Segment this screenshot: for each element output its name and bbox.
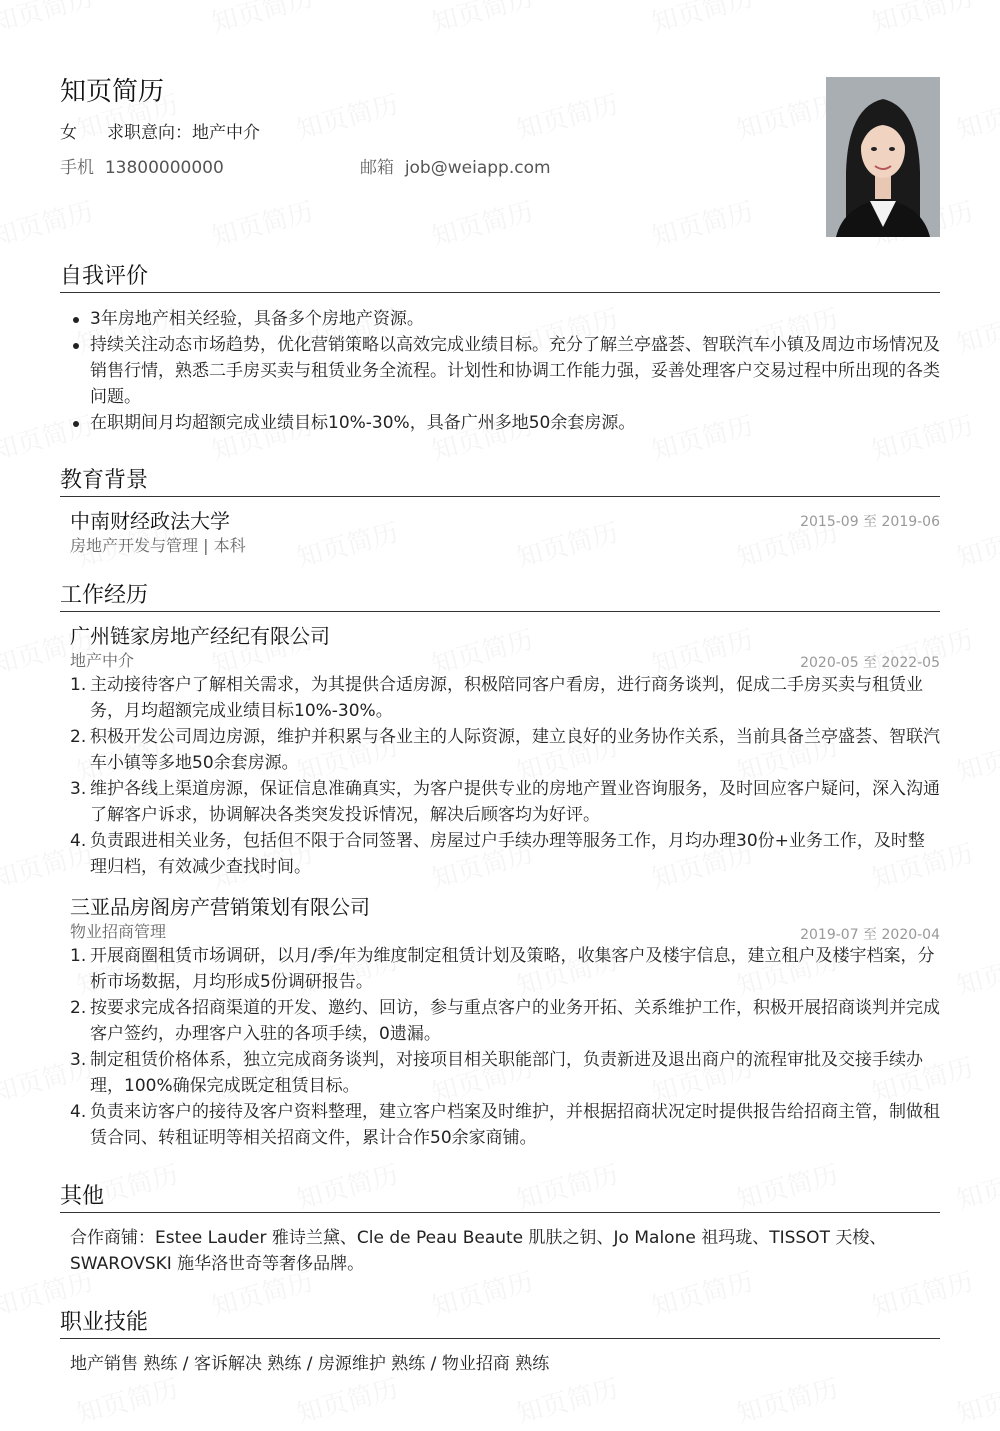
watermark-text — [952, 84, 1000, 147]
list-item — [70, 995, 940, 1047]
education-date: 2015-09 至 2019-06 — [800, 514, 940, 530]
watermark-text — [292, 512, 402, 575]
watermark-text — [0, 191, 97, 254]
list-item — [70, 1047, 940, 1099]
job-duties-list — [70, 943, 940, 1151]
watermark-text — [732, 1368, 842, 1431]
watermark-text — [647, 0, 757, 40]
company-name: 广州链家房地产经纪有限公司 — [70, 624, 330, 648]
job-duties-list — [70, 672, 940, 880]
list-text: 积极开发公司周边房源，维护并积累与各业主的人际资源，建立良好的业务协作关系，当前具备兰亭盛荟、智联汽车小镇等多地50余套房源。 — [90, 727, 940, 773]
list-number: 3. — [70, 779, 87, 799]
watermark-text — [512, 84, 622, 147]
list-text: 制定租赁价格体系，独立完成商务谈判，对接项目相关职能部门，负责新进及退出商户的流程审批及交接手续办理，100%确保完成既定租赁目标。 — [90, 1050, 923, 1096]
watermark-text — [427, 0, 537, 40]
list-item — [70, 672, 940, 724]
job-position: 物业招商管理 — [70, 922, 167, 941]
section-title-other: 其他 — [60, 1182, 940, 1213]
phone-label: 手机 — [60, 158, 94, 178]
candidate-name: 知页简历 — [60, 77, 165, 107]
intent-label: 求职意向： — [107, 123, 192, 143]
section-title-education: 教育背景 — [60, 466, 940, 497]
watermark-text — [0, 0, 97, 40]
list-text: 主动接待客户了解相关需求，为其提供合适房源，积极陪同客户看房，进行商务谈判，促成二手房买卖与租赁业务，月均超额完成业绩目标10%-30%。 — [90, 675, 923, 721]
watermark-text — [952, 512, 1000, 575]
watermark-text — [647, 191, 757, 254]
list-item: 在职期间月均超额完成业绩目标10%-30%，具备广州多地50余套房源。 — [70, 410, 940, 436]
list-text: 开展商圈租赁市场调研，以月/季/年为维度制定租赁计划及策略，收集客户及楼宇信息，建立租户及楼宇档案，分析市场数据，月均形成5份调研报告。 — [90, 946, 935, 992]
watermark-text — [512, 1368, 622, 1431]
list-item — [70, 943, 940, 995]
watermark-text — [292, 84, 402, 147]
watermark-text — [72, 1368, 182, 1431]
email-group — [360, 155, 551, 181]
watermark-text — [207, 191, 317, 254]
list-number: 4. — [70, 831, 87, 851]
gender: 女 — [60, 123, 77, 143]
email-value: job@weiapp.com — [404, 158, 551, 178]
watermark-text — [512, 512, 622, 575]
watermark-text — [292, 1368, 402, 1431]
job-date: 2019-07 至 2020-04 — [800, 927, 940, 943]
email-label: 邮箱 — [360, 158, 394, 178]
list-item — [70, 776, 940, 828]
self-eval-list — [70, 306, 940, 436]
list-item — [70, 828, 940, 880]
list-item — [70, 1099, 940, 1151]
list-text: 负责来访客户的接待及客户资料整理，建立客户档案及时维护，并根据招商状况定时提供报告给招商主管，制做租赁合同、转租证明等相关招商文件，累计合作50余家商铺。 — [90, 1102, 940, 1148]
skills-text: 地产销售 熟练 / 客诉解决 熟练 / 房源维护 熟练 / 物业招商 熟练 — [70, 1354, 550, 1374]
list-number: 2. — [70, 998, 87, 1018]
list-number: 2. — [70, 727, 87, 747]
company-name: 三亚品房阁房产营销策划有限公司 — [70, 895, 370, 919]
watermark-text — [427, 191, 537, 254]
list-number: 1. — [70, 675, 87, 695]
watermark-text — [952, 726, 1000, 789]
list-text: 负责跟进相关业务，包括但不限于合同签署、房屋过户手续办理等服务工作，月均办理30份+业务工作，及时整理归档，有效减少查找时间。 — [90, 831, 925, 877]
list-item: 3年房地产相关经验，具备多个房地产资源。 — [70, 306, 940, 332]
list-item: 持续关注动态市场趋势，优化营销策略以高效完成业绩目标。充分了解兰亭盛荟、智联汽车小镇及周边市场情况及销售行情，熟悉二手房买卖与租赁业务全流程。计划性和协调工作能力强，妥善处理客户交易过程中所出现的各类问题。 — [70, 332, 940, 410]
job-date: 2020-05 至 2022-05 — [800, 655, 940, 671]
list-item — [70, 724, 940, 776]
contact-row — [60, 155, 760, 181]
phone-value: 13800000000 — [104, 158, 224, 178]
basic-info-row — [60, 120, 260, 146]
major-degree: 房地产开发与管理 | 本科 — [70, 536, 246, 555]
section-title-skills: 职业技能 — [60, 1308, 940, 1339]
section-title-work: 工作经历 — [60, 581, 940, 612]
profile-photo — [826, 77, 940, 237]
watermark-text — [867, 0, 977, 40]
school-name: 中南财经政法大学 — [70, 509, 230, 533]
list-text: 按要求完成各招商渠道的开发、邀约、回访，参与重点客户的业务开拓、关系维护工作，积极开展招商谈判并完成客户签约，办理客户入驻的各项手续，0遗漏。 — [90, 998, 940, 1044]
section-title-self-eval: 自我评价 — [60, 262, 940, 293]
list-text: 维护各线上渠道房源，保证信息准确真实，为客户提供专业的房地产置业咨询服务，及时回应客户疑问，深入沟通了解客户诉求，协调解决各类突发投诉情况，解决后顾客均为好评。 — [90, 779, 940, 825]
list-number: 4. — [70, 1102, 87, 1122]
job-position: 地产中介 — [70, 651, 135, 670]
list-number: 1. — [70, 946, 87, 966]
list-number: 3. — [70, 1050, 87, 1070]
watermark-text — [207, 0, 317, 40]
job-intent: 地产中介 — [192, 123, 260, 143]
watermark-text — [952, 1154, 1000, 1217]
watermark-text — [952, 298, 1000, 361]
watermark-text — [952, 1368, 1000, 1431]
other-text: 合作商铺：Estee Lauder 雅诗兰黛、Cle de Peau Beaute 肌肤之钥、Jo Malone 祖玛珑、TISSOT 天梭、SWAROVSKI 施华洛世奇等奢侈品牌。 — [70, 1228, 887, 1274]
watermark-text — [952, 940, 1000, 1003]
